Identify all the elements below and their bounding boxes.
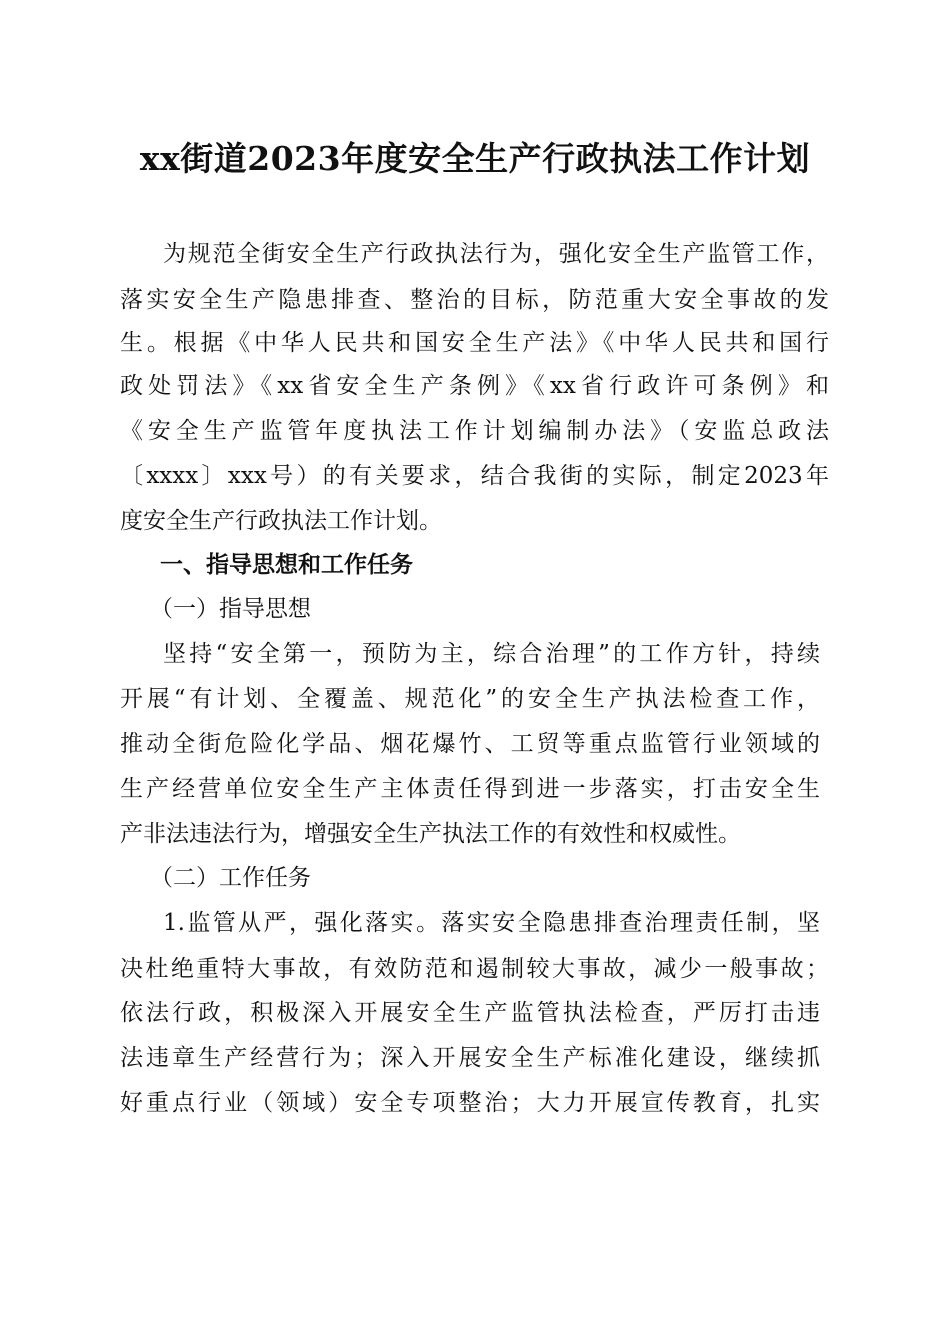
subsection-heading: （二）工作任务 xyxy=(150,865,311,891)
paragraph-line: 开展“有计划、全覆盖、规范化”的安全生产执法检查工作， xyxy=(120,686,820,712)
paragraph-line: 生产经营单位安全生产主体责任得到进一步落实，打击安全生 xyxy=(120,776,820,802)
intro-line: 生。根据《中华人民共和国安全生产法》《中华人民共和国行 xyxy=(120,330,829,356)
paragraph-line: 决杜绝重特大事故，有效防范和遏制较大事故，减少一般事故； xyxy=(120,956,829,982)
intro-line: 落实安全生产隐患排查、整治的目标，防范重大安全事故的发 xyxy=(120,287,829,313)
paragraph-line: 好重点行业（领域）安全专项整治；大力开展宣传教育，扎实 xyxy=(120,1090,820,1116)
paragraph-line: 推动全街危险化学品、烟花爆竹、工贸等重点监管行业领域的 xyxy=(120,731,820,757)
paragraph-line: 坚持“安全第一，预防为主，综合治理”的工作方针，持续 xyxy=(163,641,820,667)
paragraph-line: 依法行政，积极深入开展安全生产监管执法检查，严厉打击违 xyxy=(120,1000,820,1026)
intro-line: 度安全生产行政执法工作计划。 xyxy=(120,508,442,534)
paragraph-line: 产非法违法行为，增强安全生产执法工作的有效性和权威性。 xyxy=(120,821,741,847)
paragraph-line: 1.监管从严，强化落实。落实安全隐患排查治理责任制，坚 xyxy=(163,910,820,936)
subsection-heading: （一）指导思想 xyxy=(150,596,311,622)
intro-line: 〔xxxx〕xxx号）的有关要求，结合我街的实际，制定2023年 xyxy=(120,463,829,489)
intro-line: 为规范全街安全生产行政执法行为，强化安全生产监管工作， xyxy=(163,241,829,267)
intro-line: 《安全生产监管年度执法工作计划编制办法》（安监总政法 xyxy=(120,418,829,444)
section-heading: 一、指导思想和工作任务 xyxy=(160,551,413,578)
document-title: xx街道2023年度安全生产行政执法工作计划 xyxy=(139,139,811,178)
intro-line: 政处罚法》《xx省安全生产条例》《xx省行政许可条例》和 xyxy=(120,373,829,399)
paragraph-line: 法违章生产经营行为；深入开展安全生产标准化建设，继续抓 xyxy=(120,1045,820,1071)
